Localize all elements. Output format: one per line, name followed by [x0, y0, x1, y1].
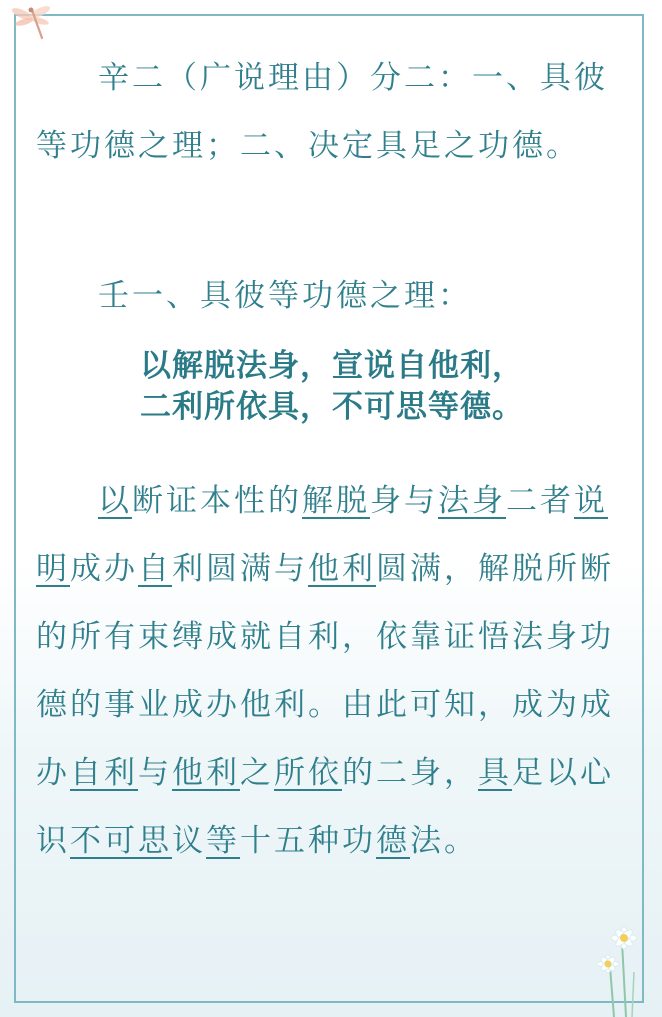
underlined-term: 他利 — [172, 755, 240, 791]
underlined-term: 所依 — [274, 755, 342, 791]
commentary-text: 圆满，解脱所断的所有束缚成就自利，依靠证悟法身功德的事业成办他利。由此可知，成为成办 — [36, 551, 614, 791]
underlined-term: 自利 — [70, 755, 138, 791]
underlined-term: 德 — [376, 823, 410, 859]
underlined-term: 不可思 — [70, 823, 172, 859]
underlined-term: 以 — [98, 483, 132, 519]
root-verse — [36, 346, 628, 428]
underlined-term: 自 — [138, 551, 172, 587]
commentary-text: 的二身， — [342, 755, 478, 791]
commentary-text: 足以心识 — [36, 755, 614, 859]
underlined-term: 等 — [206, 823, 240, 859]
daisy-flowers-icon — [574, 912, 662, 1017]
commentary-text: 二者 — [506, 483, 574, 519]
commentary-text: 之 — [240, 755, 274, 791]
underlined-term: 说明 — [36, 483, 608, 587]
dragonfly-icon — [10, 2, 54, 42]
underlined-term: 他利 — [308, 551, 376, 587]
subsection-heading: 壬一、具彼等功德之理： — [98, 278, 472, 314]
verse-line-2: 二利所依具，不可思等德。 — [140, 389, 524, 425]
commentary-paragraph — [36, 467, 628, 875]
commentary-text: 利圆满与 — [172, 551, 308, 587]
verse-line-1: 以解脱法身，宣说自他利， — [140, 348, 524, 384]
underlined-term: 法身 — [438, 483, 506, 519]
commentary-text: 议 — [172, 823, 206, 859]
underlined-term: 解脱 — [302, 483, 370, 519]
section-heading: 辛二（广说理由）分二：一、具彼等功德之理；二、决定具足之功德。 — [36, 60, 608, 164]
commentary-text: 身与 — [370, 483, 438, 519]
underlined-term: 具 — [478, 755, 512, 791]
commentary-text: 成办 — [70, 551, 138, 587]
commentary-text: 法。 — [410, 823, 478, 859]
commentary-text: 与 — [138, 755, 172, 791]
commentary-text: 十五种功 — [240, 823, 376, 859]
commentary-text: 断证本性的 — [132, 483, 302, 519]
